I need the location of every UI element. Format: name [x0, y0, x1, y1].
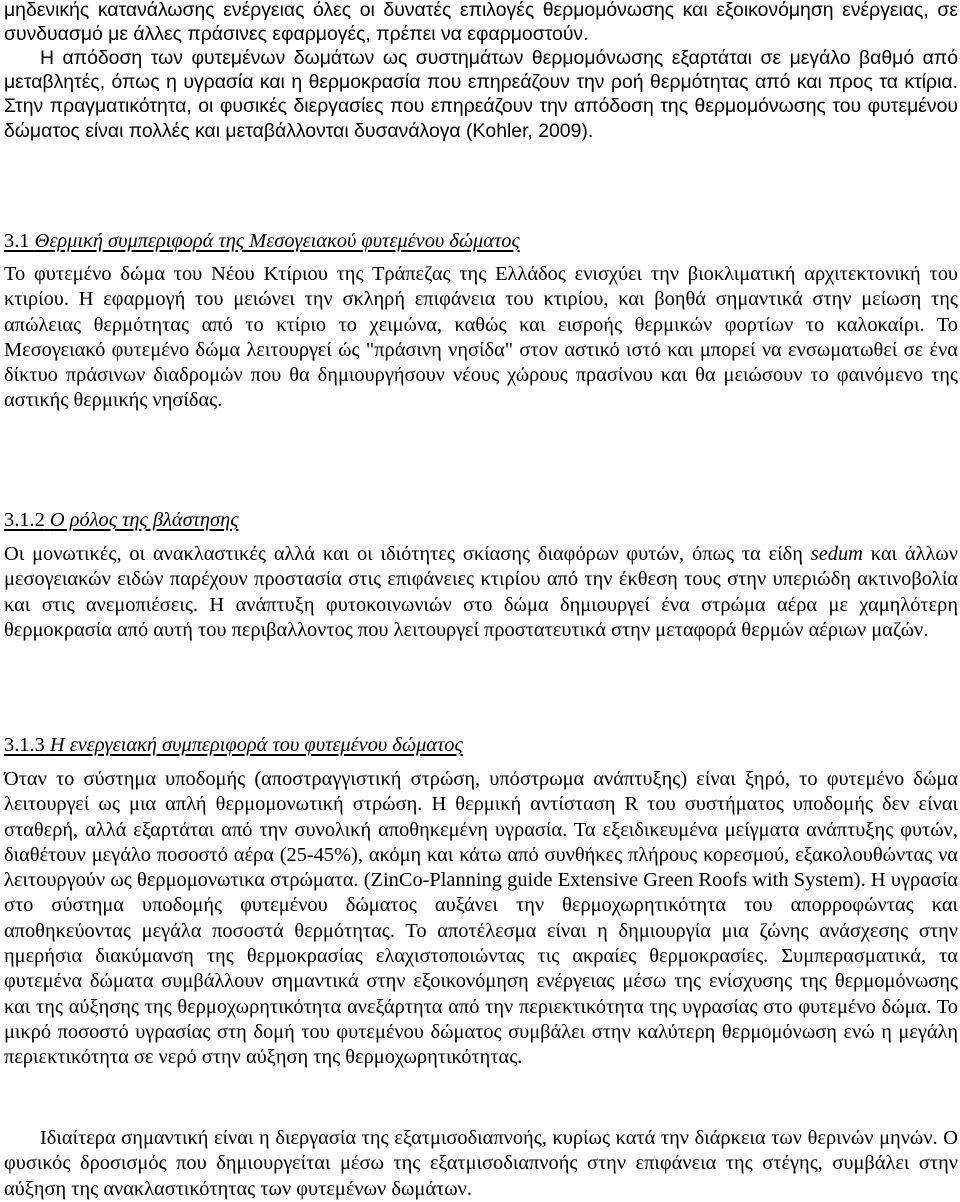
section-title: Ο ρόλος της βλάστησης — [49, 509, 239, 531]
paragraph-text-start: Οι μονωτικές, οι ανακλαστικές αλλά και οι ιδιότητες σκίασης διαφόρων φυτών, όπως τα είδη — [4, 543, 811, 565]
section-3-1-2-paragraph — [4, 542, 958, 643]
intro-paragraph-text: Η απόδοση των φυτεμένων δωμάτων ως συστημάτων θερμομόνωσης εξαρτάται σε μεγάλο βαθμό από μεταβλητές, όπως η υγρασία και η θερμοκρασία που επηρεάζουν την ροή θερμότητας από και προς τα κτίρια. Στην πραγματικότητα, οι φυσικές διεργασίες που επηρεάζουν την απόδοση της θερμομόνωσης του φυτεμένου δώματος είναι πολλές και μεταβάλλονται δυσανάλογα (Kohler, 2009). — [4, 47, 958, 142]
intro-continued-text: μηδενικής κατανάλωσης ενέργειας όλες οι δυνατές επιλογές θερμομόνωσης και εξοικονόμηση ενέργειας, σε συνδυασμό με άλλες πράσινες εφαρμογές, πρέπει να εφαρμοστούν. — [4, 0, 958, 46]
section-3-1-paragraph: Το φυτεμένο δώμα του Νέου Κτίριου της Τράπεζας της Ελλάδος ενισχύει την βιοκλιματική αρχιτεκτονική του κτιρίου. Η εφαρμογή του μειώνει την σκληρή επιφάνεια του κτιρίου, και βοηθά σημαντικά στην μείωση της απώλειας θερμότητας από το κτίριο το χειμώνα, καθώς και εισροής θερμικών φορτίων το καλοκαίρι. Το Μεσογειακό φυτεμένο δώμα λειτουργεί ώς "πράσινη νησίδα" στον αστικό ιστό και μπορεί να ενσωματωθεί σε ένα δίκτυο πράσινων διαδρομών που θα δημιουργήσουν νέους χώρους πρασίνου και θα μειώσουν το φαινόμενο της αστικής θερμικής νησίδας. — [4, 263, 958, 412]
section-number: 3.1 — [4, 230, 30, 252]
section-3-1-heading — [4, 229, 520, 254]
section-number: 3.1.3 — [4, 734, 45, 756]
section-3-1-3-paragraph-1: Όταν το σύστημα υποδομής (αποστραγγιστική στρώση, υπόστρωμα ανάπτυξης) είναι ξηρό, το φυτεμένο δώμα λειτουργεί ως μια απλή θερμομονωτική στρώση. Η θερμική αντίσταση R του συστήματος υποδομής δεν είναι σταθερή, αλλά εξαρτάται από την συνολική αποθηκεμένη υγρασία. Τα εξειδικευμένα μείγματα ανάπτυξης φυτών, διαθέτουν μεγάλο ποσοστό αέρα (25-45%), ακόμη και κάτω από συνθήκες πλήρους κορεσμού, εξακολουθώντας να λειτουργούν ως θερμομονωτικα στρώματα. (ZinCo-Planning guide Extensive Green Roofs with System). Η υγρασία στο σύστημα υποδομής φυτεμένου δώματος αυξάνει την θερμοχωρητικότητα του απορροφώντας και αποθηκεύοντας μεγάλα ποσοστά θερμότητας. Το αποτέλεσμα είναι η δημιουργία μια ζώνης ανάσχεσης στην ημερήσια διακύμανση της θερμοκρασίας ελαχιστοποιώντας τις ακραίες θερμοκρασίες. Συμπερασματικά, τα φυτεμένα δώματα συμβάλλουν σημαντικά στην εξοικονόμηση ενέργειας μέσω της ενίσχυσης της θερμομόνωσης και της αύξησης της θερμοχωρητικότητα ανεξάρτητα από την περιεκτικότητα της υγρασίας στο φυτεμένο δώμα. Το μικρό ποσοστό υγρασίας στη δομή του φυτεμένου δώματος συμβάλει στην καλύτερη θερμομόνωση ενώ η μεγάλη περιεκτικότητα σε νερό στην αύξηση της θερμοχωρητικότητας. — [4, 768, 958, 1069]
section-3-1-3-paragraph-2 — [4, 1126, 958, 1202]
section-3-1-3-heading — [4, 733, 463, 758]
paragraph-2-text: Ιδιαίτερα σημαντική είναι η διεργασία της εξατμισοδιαπνοής, κυρίως κατά την διάρκεια των θερινών μηνών. Ο φυσικός δροσισμός που δημιουργείται μέσω της εξατμισοδιαπνοής στην επιφάνεια της στέγης, συμβάλει στην αύξηση της ανακλαστικότητας των φυτεμένων δωμάτων. — [4, 1127, 958, 1200]
section-title: Θερμική συμπεριφορά της Μεσογειακού φυτεμένου δώματος — [34, 230, 520, 252]
paragraph-text-end: και άλλων μεσογειακών ειδών παρέχουν προστασία στις επιφάνειες κτιρίου από την έκθεση τους στην υπεριώδη ακτινοβολία και στις ανεμοπιέσεις. Η ανάπτυξη φυτοκοινωνιών στο δώμα δημιουργεί ένα στρώμα αέρα με χαμηλότερη θερμοκρασία από αυτή του περιβαλλοντος που λειτουργεί προστατευτικά στην μεταφορά θερμών αέριων μαζών. — [4, 543, 959, 641]
section-title: Η ενεργειακή συμπεριφορά του φυτεμένου δώματος — [49, 734, 463, 756]
species-term: sedum — [810, 543, 863, 565]
section-number: 3.1.2 — [4, 509, 45, 531]
intro-paragraph — [4, 46, 958, 143]
section-3-1-2-heading — [4, 508, 238, 533]
